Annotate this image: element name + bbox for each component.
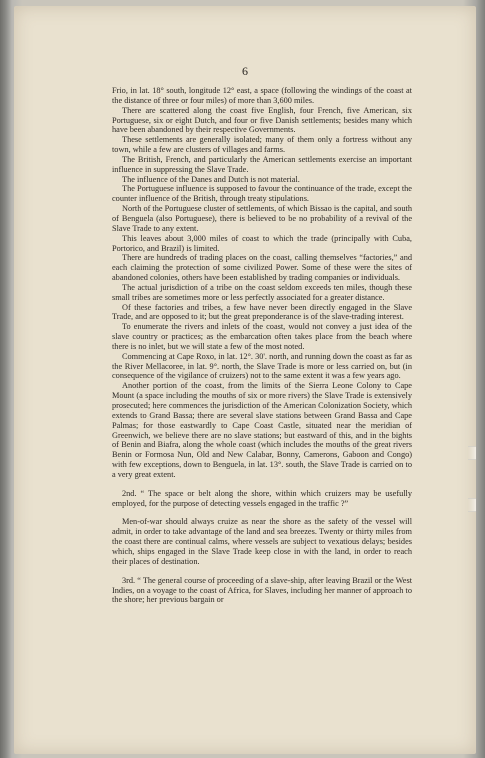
paragraph: Men-of-war should always cruize as near the shore as the safety of the vessel will admit, in order to take advantage of the land and sea breezes. Twenty or thirty miles from the coast there are continual calms, where vessels are subject to vexatious delays; besides which, ships engaged in the Slave Trade keep close in with the land, in order to reach their places of destination. <box>112 517 412 566</box>
page-edge-mark <box>468 498 476 512</box>
page-edge-mark <box>468 446 476 460</box>
paragraph: North of the Portuguese cluster of settlements, of which Bissao is the capital, and south of Benguela (also Portuguese), there is believed to be no probability of a revival of the Slave Trade to any extent. <box>112 204 412 233</box>
paragraph: The actual jurisdiction of a tribe on the coast seldom exceeds ten miles, though these small tribes are sometimes more or less perfectly associated for a greater distance. <box>112 282 412 302</box>
paragraph: The Portuguese influence is supposed to favour the continuance of the trade, except the counter influence of the British, through treaty stipulations. <box>112 184 412 204</box>
paragraph: The British, French, and particularly the American settlements exercise an important influence in suppressing the Slave Trade. <box>112 154 412 174</box>
body-text <box>112 86 412 605</box>
page-number: 6 <box>242 64 248 78</box>
question-paragraph: 3rd. “ The general course of proceeding of a slave-ship, after leaving Brazil or the West Indies, on a voyage to the coast of Africa, for Slaves, including her manner of approach to the shore; her previous bargain or <box>112 575 412 605</box>
paragraph: This leaves about 3,000 miles of coast to which the trade (principally with Cuba, Portorico, and Brazil) is limited. <box>112 233 412 253</box>
document-page <box>14 6 476 754</box>
paragraph: Commencing at Cape Roxo, in lat. 12°. 30'. north, and running down the coast as far as the River Mellacoree, in lat. 9°. north, the Slave Trade is more or less carried on, but (in consequence of the vigilance of cruizers) not to the same extent it was a few years ago. <box>112 351 412 381</box>
paragraph: Another portion of the coast, from the limits of the Sierra Leone Colony to Cape Mount (a space including the mouths of six or more rivers) the Slave Trade is extensively prosecuted; here commences the jurisdiction of the American Colonization Society, which extends to Grand Bassa; there are several slave stations between Grand Bassa and Cape Palmas; for those eastwardly to Cape Coast Castle, situated near the meridian of Greenwich, we believe there are no slave stations; but eastward of this, and in the bights of Benin and Biafra, along the whole coast (which includes the mouths of the great rivers Benin or Formosa Nun, Old and New Calabar, Bonny, Camerons, Gaboon and Congo) with few exceptions, down to Benguela, in lat. 13°. south, the Slave Trade is carried on to a very great extent. <box>112 381 412 479</box>
paragraph: Frio, in lat. 18° south, longitude 12° east, a space (following the windings of the coast at the distance of three or four miles) of more than 3,600 miles. <box>112 86 412 105</box>
question-paragraph: 2nd. “ The space or belt along the shore, within which cruizers may be usefully employed, for the purpose of detecting vessels engaged in the traffic ?” <box>112 488 412 508</box>
paragraph: The influence of the Danes and Dutch is not material. <box>122 174 300 184</box>
paragraph: These settlements are generally isolated; many of them only a fortress without any town, while a few are clusters of villages and farms. <box>112 135 412 155</box>
paragraph: There are scattered along the coast five English, four French, five American, six Portuguese, six or eight Dutch, and four or five Danish settlements; besides many which have been abandoned by their respective Governments. <box>112 105 412 135</box>
paragraph: There are hundreds of trading places on the coast, calling themselves “factories,” and each claiming the protection of some civilized Power. Some of these were the sites of abandoned colonies, others have been established by trading companies or individuals. <box>112 253 412 283</box>
paragraph: Of these factories and tribes, a few have never been directly engaged in the Slave Trade, and are opposed to it; but the great preponderance is of the slave-trading interest. <box>112 302 412 322</box>
paragraph: To enumerate the rivers and inlets of the coast, would not convey a just idea of the slave country or practices; as the embarcation often takes place from the beach where there is no inlet, but we will state a few of the most noted. <box>112 322 412 351</box>
